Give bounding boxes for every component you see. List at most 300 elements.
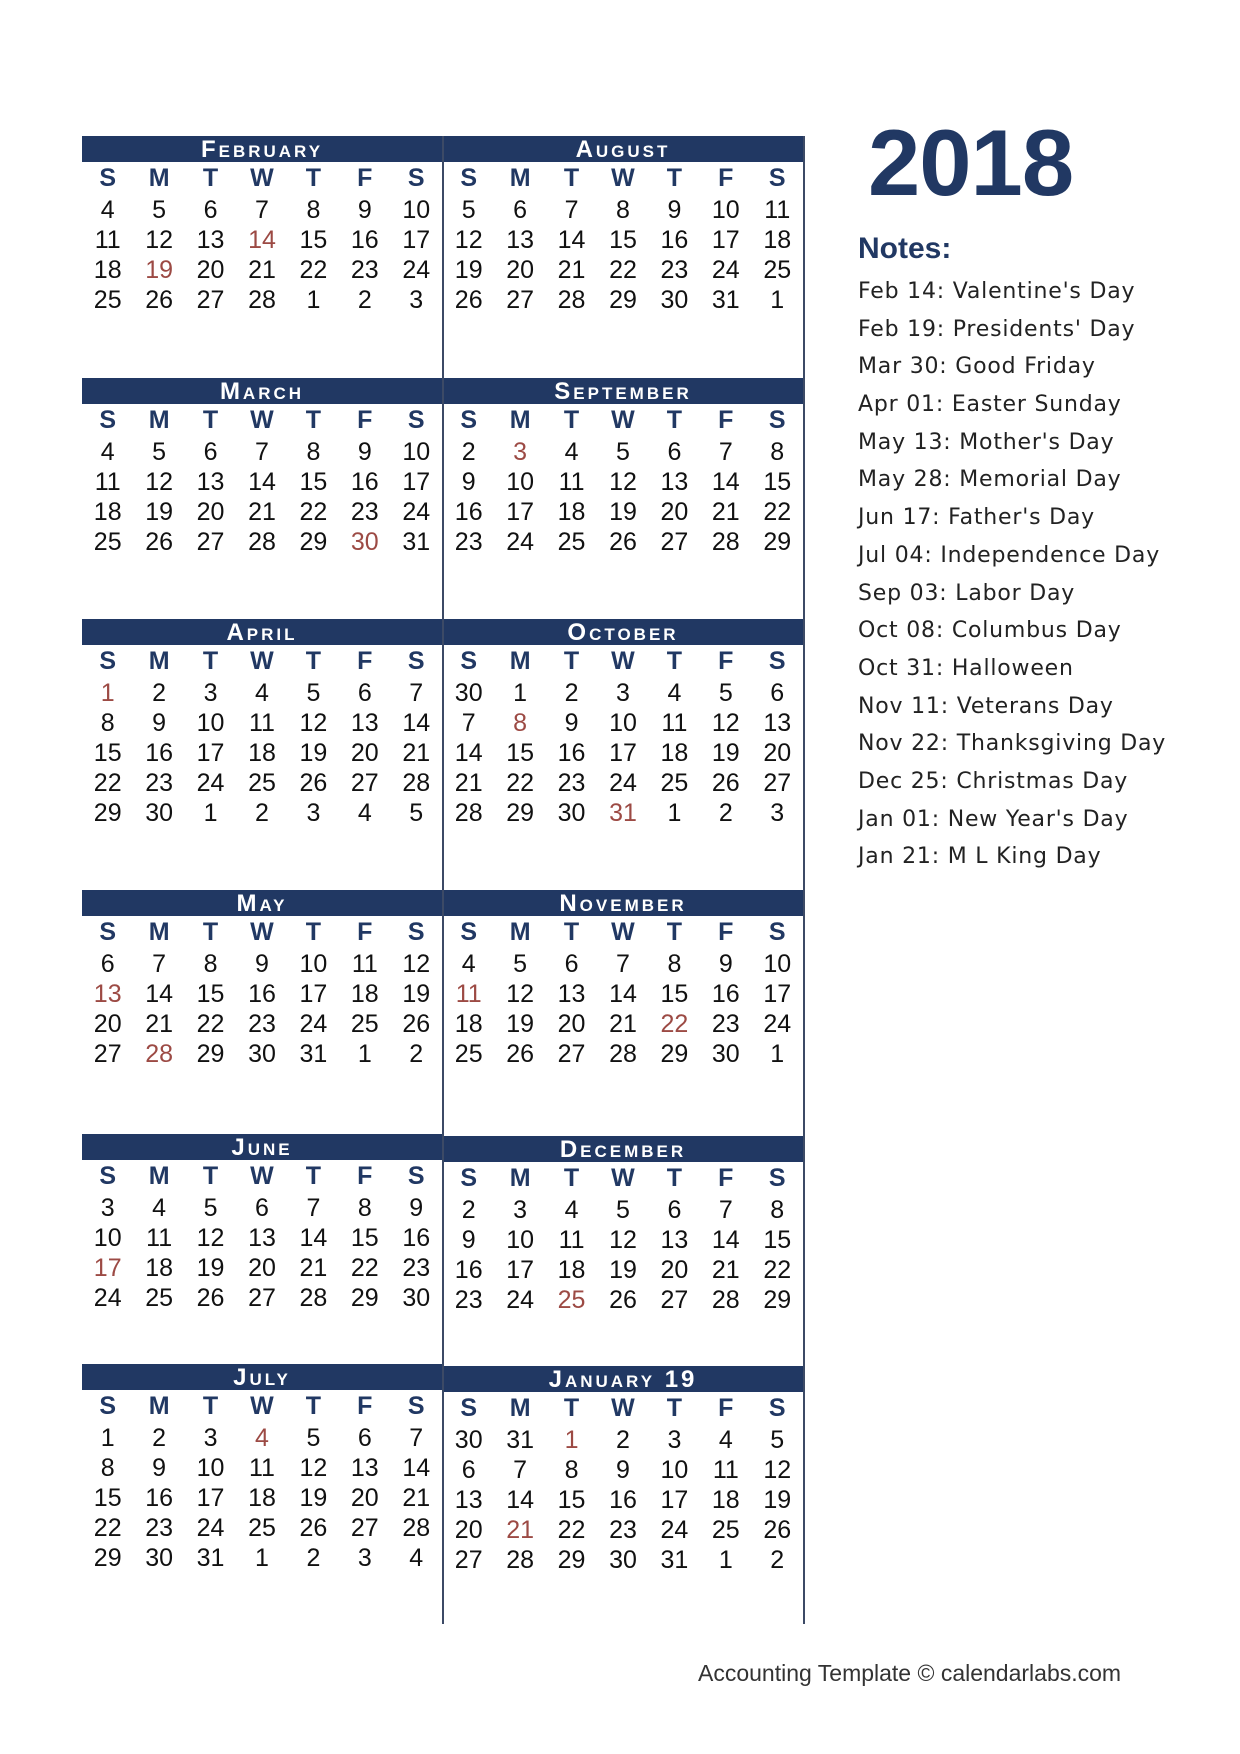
date-cell: 31	[299, 1039, 328, 1068]
date-cell: 1	[667, 798, 682, 827]
weekday-label: T	[563, 164, 580, 192]
date-cell: 10	[93, 1223, 122, 1252]
date-cell: 4	[667, 678, 682, 707]
week-row	[82, 1543, 442, 1573]
month-header: August	[443, 136, 803, 162]
date-cell: 18	[145, 1253, 174, 1282]
month-september	[443, 378, 803, 557]
date-cell: 22	[196, 1009, 225, 1038]
date-cell: 15	[609, 225, 637, 254]
date-cell: 4	[100, 437, 115, 466]
date-cell: 24	[609, 768, 637, 797]
week-row	[82, 1253, 442, 1283]
month-december	[443, 1136, 803, 1315]
date-cell: 29	[350, 1283, 379, 1312]
week-row	[82, 949, 442, 979]
date-cell: 1	[100, 1423, 115, 1452]
weekday-label: T	[202, 164, 219, 192]
weekday-row	[443, 162, 803, 195]
date-cell: 4	[255, 678, 269, 707]
week-row	[443, 979, 803, 1009]
date-cell: 17	[763, 979, 792, 1008]
weekday-label: W	[250, 164, 274, 192]
date-cell: 12	[299, 1453, 328, 1482]
date-cell: 17	[402, 467, 431, 496]
date-cell: 7	[255, 437, 269, 466]
holiday-date: 17	[93, 1253, 122, 1282]
date-cell: 19	[609, 497, 637, 526]
weekday-label: T	[202, 918, 219, 946]
weekday-label: S	[768, 918, 786, 946]
weekday-label: S	[460, 1394, 478, 1422]
weekday-label: M	[509, 406, 531, 434]
date-cell: 28	[402, 1513, 431, 1542]
week-row	[82, 467, 442, 497]
date-cell: 17	[299, 979, 328, 1008]
date-cell: 17	[196, 738, 225, 767]
note-item: Jul 04: Independence Day	[858, 542, 1161, 568]
date-cell: 3	[616, 678, 630, 707]
date-cell: 5	[718, 678, 733, 707]
date-cell: 31	[402, 527, 431, 556]
date-cell: 26	[609, 1285, 637, 1314]
weekday-label: S	[460, 164, 478, 192]
holiday-date: 19	[145, 255, 174, 284]
date-cell: 17	[660, 1485, 689, 1514]
holiday-date: 22	[660, 1009, 689, 1038]
date-cell: 23	[350, 497, 379, 526]
weekday-label: T	[305, 918, 322, 946]
weekday-label: S	[99, 1162, 117, 1190]
date-cell: 22	[350, 1253, 379, 1282]
date-cell: 22	[763, 1255, 792, 1284]
date-cell: 7	[409, 678, 424, 707]
date-cell: 9	[461, 467, 476, 496]
date-cell: 25	[93, 285, 122, 314]
date-cell: 30	[454, 678, 483, 707]
weekday-row	[82, 916, 442, 949]
week-row	[82, 798, 442, 828]
date-cell: 6	[770, 678, 785, 707]
date-cell: 11	[94, 467, 121, 496]
date-cell: 23	[145, 768, 174, 797]
date-cell: 30	[660, 285, 689, 314]
date-cell: 3	[100, 1193, 115, 1222]
weekday-label: S	[407, 647, 425, 675]
weekday-label: F	[718, 406, 734, 434]
date-cell: 20	[506, 255, 535, 284]
date-cell: 30	[402, 1283, 431, 1312]
date-cell: 6	[461, 1455, 476, 1484]
date-cell: 3	[667, 1425, 682, 1454]
date-cell: 24	[196, 1513, 225, 1542]
weekday-label: S	[99, 647, 117, 675]
weekday-label: T	[202, 1162, 219, 1190]
month-header: May	[82, 890, 442, 916]
date-cell: 15	[763, 1225, 792, 1254]
date-cell: 9	[564, 708, 579, 737]
date-cell: 17	[402, 225, 431, 254]
date-cell: 14	[402, 708, 431, 737]
weekday-label: S	[460, 1164, 478, 1192]
date-cell: 17	[711, 225, 740, 254]
holiday-date: 1	[100, 678, 115, 707]
weekday-label: F	[357, 647, 373, 675]
date-cell: 18	[248, 1483, 276, 1512]
date-cell: 9	[718, 949, 733, 978]
weekday-label: M	[509, 1394, 531, 1422]
month-header: June	[82, 1134, 442, 1160]
date-cell: 20	[350, 1483, 379, 1512]
date-cell: 25	[350, 1009, 379, 1038]
date-cell: 12	[454, 225, 483, 254]
holiday-date: 28	[145, 1039, 174, 1068]
week-row	[443, 1515, 803, 1545]
weekday-label: T	[563, 406, 580, 434]
date-cell: 11	[146, 1223, 173, 1252]
week-row	[443, 1455, 803, 1485]
date-cell: 4	[718, 1425, 733, 1454]
date-cell: 12	[299, 708, 328, 737]
date-cell: 8	[203, 949, 218, 978]
date-cell: 19	[609, 1255, 637, 1284]
date-cell: 22	[93, 1513, 122, 1542]
date-cell: 5	[770, 1425, 785, 1454]
date-cell: 21	[557, 255, 586, 284]
date-cell: 10	[402, 437, 431, 466]
date-cell: 4	[100, 195, 115, 224]
date-cell: 30	[454, 1425, 483, 1454]
date-cell: 27	[248, 1283, 276, 1312]
weekday-label: F	[357, 1162, 373, 1190]
date-cell: 24	[402, 255, 431, 284]
date-cell: 5	[306, 678, 321, 707]
weekday-label: T	[666, 164, 683, 192]
date-cell: 24	[506, 1285, 535, 1314]
weekday-label: S	[407, 406, 425, 434]
month-header: October	[443, 619, 803, 645]
date-cell: 29	[557, 1545, 586, 1574]
date-cell: 24	[196, 768, 225, 797]
holiday-date: 31	[609, 798, 637, 827]
date-cell: 18	[248, 738, 276, 767]
date-cell: 28	[402, 768, 431, 797]
date-cell: 7	[409, 1423, 424, 1452]
date-cell: 17	[196, 1483, 225, 1512]
date-cell: 3	[513, 1195, 528, 1224]
date-cell: 8	[306, 195, 321, 224]
date-cell: 2	[718, 798, 733, 827]
date-cell: 1	[718, 1545, 733, 1574]
date-cell: 23	[248, 1009, 276, 1038]
date-cell: 23	[145, 1513, 174, 1542]
date-cell: 20	[660, 497, 689, 526]
week-row	[82, 1283, 442, 1313]
weekday-label: W	[250, 1392, 274, 1420]
date-cell: 10	[506, 1225, 535, 1254]
note-item: Jun 17: Father's Day	[858, 505, 1095, 531]
date-cell: 27	[350, 1513, 379, 1542]
date-cell: 18	[660, 738, 689, 767]
date-cell: 20	[248, 1253, 276, 1282]
date-cell: 19	[196, 1253, 225, 1282]
date-cell: 11	[249, 1453, 275, 1482]
date-cell: 4	[564, 1195, 579, 1224]
date-cell: 9	[409, 1193, 424, 1222]
date-cell: 13	[660, 467, 689, 496]
date-cell: 10	[506, 467, 535, 496]
week-row	[443, 1285, 803, 1315]
date-cell: 19	[145, 497, 174, 526]
weekday-label: S	[407, 1162, 425, 1190]
month-header: March	[82, 378, 442, 404]
date-cell: 23	[454, 527, 483, 556]
date-cell: 12	[145, 225, 174, 254]
date-cell: 29	[196, 1039, 225, 1068]
week-row	[82, 1193, 442, 1223]
date-cell: 11	[558, 467, 585, 496]
date-cell: 13	[350, 708, 379, 737]
date-cell: 11	[764, 195, 791, 224]
date-cell: 19	[711, 738, 740, 767]
date-cell: 24	[763, 1009, 792, 1038]
weekday-label: T	[305, 647, 322, 675]
note-item: Oct 31: Halloween	[858, 655, 1074, 681]
date-cell: 29	[660, 1039, 689, 1068]
date-cell: 16	[711, 979, 740, 1008]
date-cell: 20	[93, 1009, 122, 1038]
date-cell: 20	[196, 255, 225, 284]
date-cell: 1	[513, 678, 528, 707]
week-row	[443, 949, 803, 979]
holiday-date: 14	[248, 225, 276, 254]
date-cell: 5	[616, 1195, 630, 1224]
date-cell: 6	[100, 949, 115, 978]
weekday-label: W	[250, 1162, 274, 1190]
month-header: February	[82, 136, 442, 162]
date-cell: 27	[93, 1039, 122, 1068]
week-row	[82, 255, 442, 285]
date-cell: 22	[299, 255, 328, 284]
date-cell: 21	[299, 1253, 328, 1282]
date-cell: 4	[409, 1543, 424, 1572]
date-cell: 25	[248, 768, 276, 797]
note-item: Feb 14: Valentine's Day	[858, 279, 1136, 304]
date-cell: 1	[306, 285, 321, 314]
date-cell: 23	[402, 1253, 431, 1282]
weekday-label: M	[509, 918, 531, 946]
date-cell: 18	[557, 497, 586, 526]
weekday-row	[443, 645, 803, 678]
date-cell: 5	[152, 437, 167, 466]
notes-title: Notes:	[858, 232, 952, 265]
weekday-label: M	[148, 1392, 170, 1420]
date-cell: 18	[350, 979, 379, 1008]
week-row	[443, 738, 803, 768]
date-cell: 16	[350, 467, 379, 496]
week-row	[443, 467, 803, 497]
weekday-label: T	[305, 164, 322, 192]
date-cell: 29	[93, 1543, 122, 1572]
date-cell: 15	[93, 738, 122, 767]
date-cell: 2	[152, 678, 167, 707]
date-cell: 28	[248, 285, 276, 314]
weekday-label: M	[509, 1164, 531, 1192]
date-cell: 4	[357, 798, 372, 827]
date-cell: 15	[506, 738, 535, 767]
week-row	[443, 1485, 803, 1515]
date-cell: 1	[357, 1039, 372, 1068]
week-row	[82, 768, 442, 798]
week-row	[443, 255, 803, 285]
weekday-label: T	[202, 406, 219, 434]
week-row	[82, 497, 442, 527]
week-row	[443, 225, 803, 255]
date-cell: 18	[557, 1255, 586, 1284]
date-cell: 15	[299, 467, 328, 496]
date-cell: 22	[506, 768, 535, 797]
date-cell: 29	[763, 527, 792, 556]
month-march	[82, 378, 442, 557]
week-row	[82, 1483, 442, 1513]
date-cell: 26	[299, 1513, 328, 1542]
month-june	[82, 1134, 442, 1313]
date-cell: 27	[196, 527, 225, 556]
date-cell: 8	[100, 1453, 115, 1482]
date-cell: 4	[152, 1193, 167, 1222]
date-cell: 29	[609, 285, 637, 314]
week-row	[82, 1009, 442, 1039]
weekday-label: M	[148, 164, 170, 192]
date-cell: 1	[203, 798, 218, 827]
date-cell: 31	[196, 1543, 225, 1572]
week-row	[82, 225, 442, 255]
date-cell: 20	[350, 738, 379, 767]
week-row	[443, 437, 803, 467]
week-row	[82, 1039, 442, 1069]
holiday-date: 25	[557, 1285, 586, 1314]
weekday-row	[82, 1390, 442, 1423]
date-cell: 21	[454, 768, 483, 797]
date-cell: 26	[506, 1039, 535, 1068]
week-row	[443, 1225, 803, 1255]
date-cell: 10	[402, 195, 431, 224]
date-cell: 21	[145, 1009, 174, 1038]
date-cell: 14	[711, 1225, 740, 1254]
date-cell: 14	[609, 979, 637, 1008]
month-april	[82, 619, 442, 828]
date-cell: 19	[402, 979, 431, 1008]
date-cell: 16	[660, 225, 689, 254]
date-cell: 30	[609, 1545, 637, 1574]
note-item: Jan 21: M L King Day	[858, 844, 1102, 870]
weekday-label: W	[611, 918, 635, 946]
note-item: Apr 01: Easter Sunday	[858, 392, 1122, 418]
date-cell: 13	[248, 1223, 276, 1252]
date-cell: 2	[255, 798, 269, 827]
date-cell: 13	[196, 225, 225, 254]
week-row	[82, 979, 442, 1009]
date-cell: 10	[609, 708, 637, 737]
date-cell: 22	[299, 497, 328, 526]
date-cell: 23	[660, 255, 689, 284]
date-cell: 26	[145, 285, 174, 314]
date-cell: 2	[409, 1039, 424, 1068]
weekday-label: M	[148, 647, 170, 675]
weekday-label: F	[718, 164, 734, 192]
date-cell: 23	[711, 1009, 740, 1038]
date-cell: 18	[763, 225, 792, 254]
week-row	[443, 768, 803, 798]
weekday-label: S	[768, 406, 786, 434]
date-cell: 16	[248, 979, 276, 1008]
weekday-label: F	[718, 647, 734, 675]
weekday-label: M	[148, 1162, 170, 1190]
date-cell: 10	[660, 1455, 689, 1484]
weekday-label: T	[202, 1392, 219, 1420]
week-row	[82, 738, 442, 768]
date-cell: 11	[351, 949, 378, 978]
weekday-label: S	[768, 1394, 786, 1422]
date-cell: 12	[763, 1455, 792, 1484]
week-row	[443, 1425, 803, 1455]
date-cell: 7	[718, 1195, 733, 1224]
date-cell: 8	[770, 1195, 785, 1224]
date-cell: 24	[506, 527, 535, 556]
weekday-label: S	[768, 164, 786, 192]
weekday-label: W	[611, 1394, 635, 1422]
date-cell: 14	[557, 225, 586, 254]
weekday-label: M	[509, 164, 531, 192]
date-cell: 22	[763, 497, 792, 526]
date-cell: 11	[712, 1455, 739, 1484]
note-item: Jan 01: New Year's Day	[858, 806, 1129, 832]
date-cell: 13	[196, 467, 225, 496]
date-cell: 25	[145, 1283, 174, 1312]
weekday-label: W	[611, 1164, 635, 1192]
weekday-label: F	[718, 918, 734, 946]
date-cell: 17	[506, 497, 535, 526]
weekday-label: S	[407, 164, 425, 192]
weekday-label: T	[563, 647, 580, 675]
date-cell: 27	[660, 527, 689, 556]
date-cell: 25	[454, 1039, 483, 1068]
month-header: July	[82, 1364, 442, 1390]
weekday-label: T	[666, 1394, 683, 1422]
date-cell: 3	[770, 798, 785, 827]
date-cell: 13	[350, 1453, 379, 1482]
weekday-row	[443, 404, 803, 437]
date-cell: 3	[203, 1423, 218, 1452]
date-cell: 2	[770, 1545, 785, 1574]
date-cell: 7	[616, 949, 630, 978]
weekday-label: S	[99, 918, 117, 946]
footer-credit: Accounting Template © calendarlabs.com	[698, 1660, 1122, 1686]
date-cell: 18	[93, 255, 122, 284]
date-cell: 2	[306, 1543, 321, 1572]
date-cell: 6	[203, 437, 218, 466]
week-row	[82, 285, 442, 315]
weekday-label: S	[407, 1392, 425, 1420]
date-cell: 14	[711, 467, 740, 496]
date-cell: 6	[667, 437, 682, 466]
notes-list	[858, 273, 1238, 876]
week-row	[82, 678, 442, 708]
date-cell: 27	[763, 768, 792, 797]
date-cell: 2	[616, 1425, 630, 1454]
date-cell: 8	[306, 437, 321, 466]
date-cell: 14	[506, 1485, 535, 1514]
